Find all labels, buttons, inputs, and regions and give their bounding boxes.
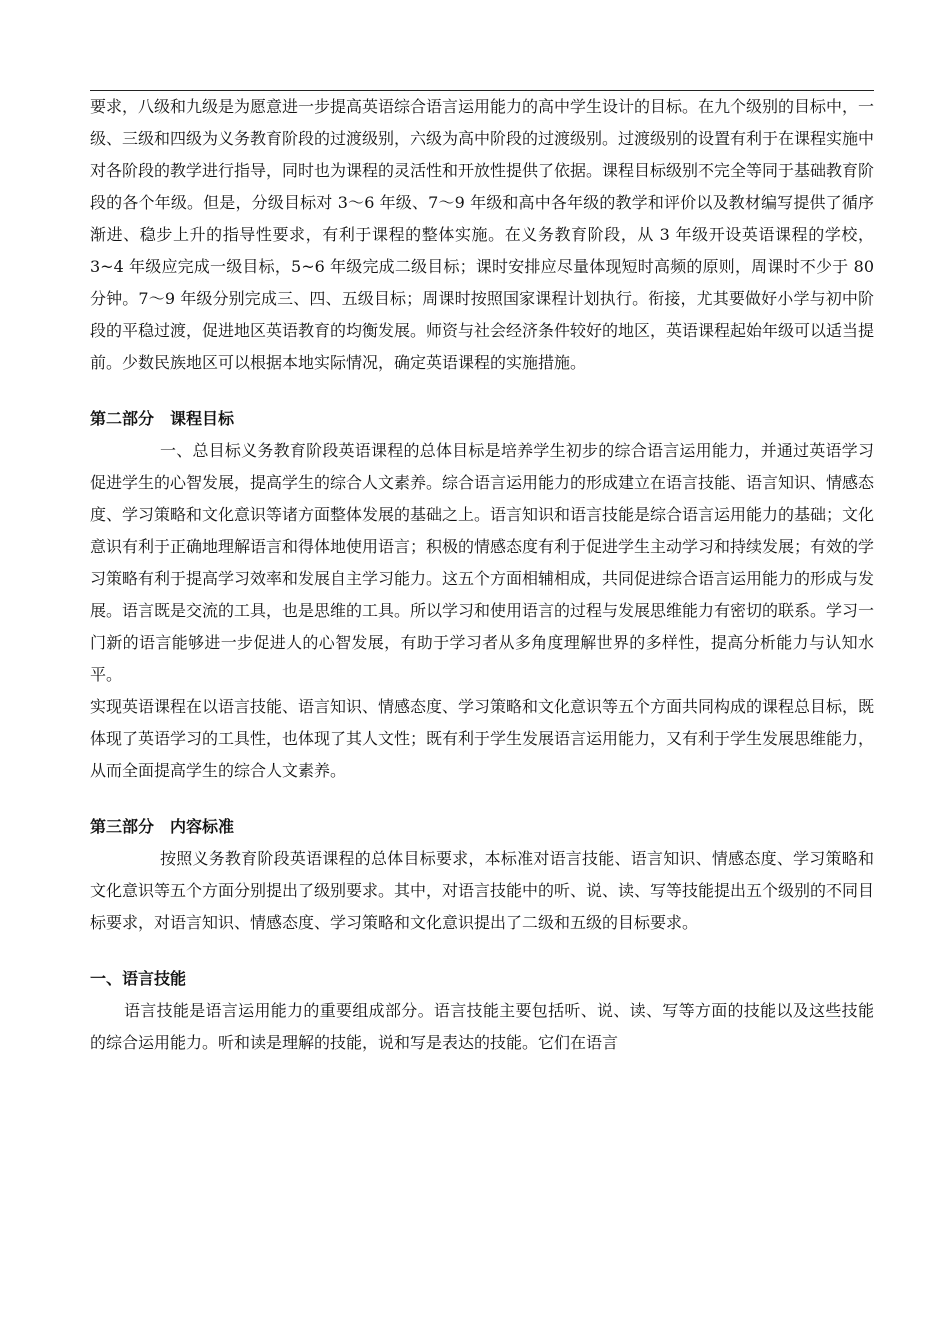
section3-paragraph-1: 按照义务教育阶段英语课程的总体目标要求，本标准对语言技能、语言知识、情感态度、学习策略和文化意识等五个方面分别提出了级别要求。其中，对语言技能中的听、说、读、写等技能提出五个级别的不同目标要求，对语言知识、情感态度、学习策略和文化意识提出了二级和五级的目标要求。: [90, 849, 875, 932]
subsection1-paragraph-1: 语言技能是语言运用能力的重要组成部分。语言技能主要包括听、说、读、写等方面的技能以及这些技能的综合运用能力。听和读是理解的技能，说和写是表达的技能。它们在语言: [90, 1001, 874, 1052]
section-heading-content-standards: 第三部分 内容标准: [90, 817, 235, 836]
section-heading-course-goals: 第二部分 课程目标: [90, 409, 235, 428]
subsection-heading-language-skills: 一、语言技能: [90, 969, 187, 988]
intro-paragraph: 要求，八级和九级是为愿意进一步提高英语综合语言运用能力的高中学生设计的目标。在九个级别的目标中，一级、三级和四级为义务教育阶段的过渡级别，六级为高中阶段的过渡级别。过渡级别的设置有利于在课程实施中对各阶段的教学进行指导，同时也为课程的灵活性和开放性提供了依据。课程目标级别不完全等同于基础教育阶段的各个年级。但是，分级目标对 3～6 年级、7～9 年级和高中各年级的教学和评价以及教材编写提供了循序渐进、稳步上升的指导性要求，有利于课程的整体实施。在义务教育阶段，从 3 年级开设英语课程的学校，3~4 年级应完成一级目标，5~6 年级完成二级目标；课时安排应尽量体现短时高频的原则，周课时不少于 80 分钟。7～9 年级分别完成三、四、五级目标；周课时按照国家课程计划执行。衔接，尤其要做好小学与初中阶段的平稳过渡，促进地区英语教育的均衡发展。师资与社会经济条件较好的地区，英语课程起始年级可以适当提前。少数民族地区可以根据本地实际情况，确定英语课程的实施措施。: [90, 97, 875, 372]
section2-paragraph-1: 一、总目标义务教育阶段英语课程的总体目标是培养学生初步的综合语言运用能力，并通过英语学习促进学生的心智发展，提高学生的综合人文素养。综合语言运用能力的形成建立在语言技能、语言知识、情感态度、学习策略和文化意识等诸方面整体发展的基础之上。语言知识和语言技能是综合语言运用能力的基础；文化意识有利于正确地理解语言和得体地使用语言；积极的情感态度有利于促进学生主动学习和持续发展；有效的学习策略有利于提高学习效率和发展自主学习能力。这五个方面相辅相成，共同促进综合语言运用能力的形成与发展。语言既是交流的工具，也是思维的工具。所以学习和使用语言的过程与发展思维能力有密切的联系。学习一门新的语言能够进一步促进人的心智发展，有助于学习者从多角度理解世界的多样性，提高分析能力与认知水平。: [90, 441, 875, 684]
spacer: [90, 939, 874, 963]
spacer: [90, 379, 874, 403]
section2-paragraph-2: 实现英语课程在以语言技能、语言知识、情感态度、学习策略和文化意识等五个方面共同构成的课程总目标，既体现了英语学习的工具性，也体现了其人文性；既有利于学生发展语言运用能力，又有利于学生发展思维能力，从而全面提高学生的综合人文素养。: [90, 697, 875, 780]
document-page: [90, 90, 874, 1059]
spacer: [90, 787, 874, 811]
